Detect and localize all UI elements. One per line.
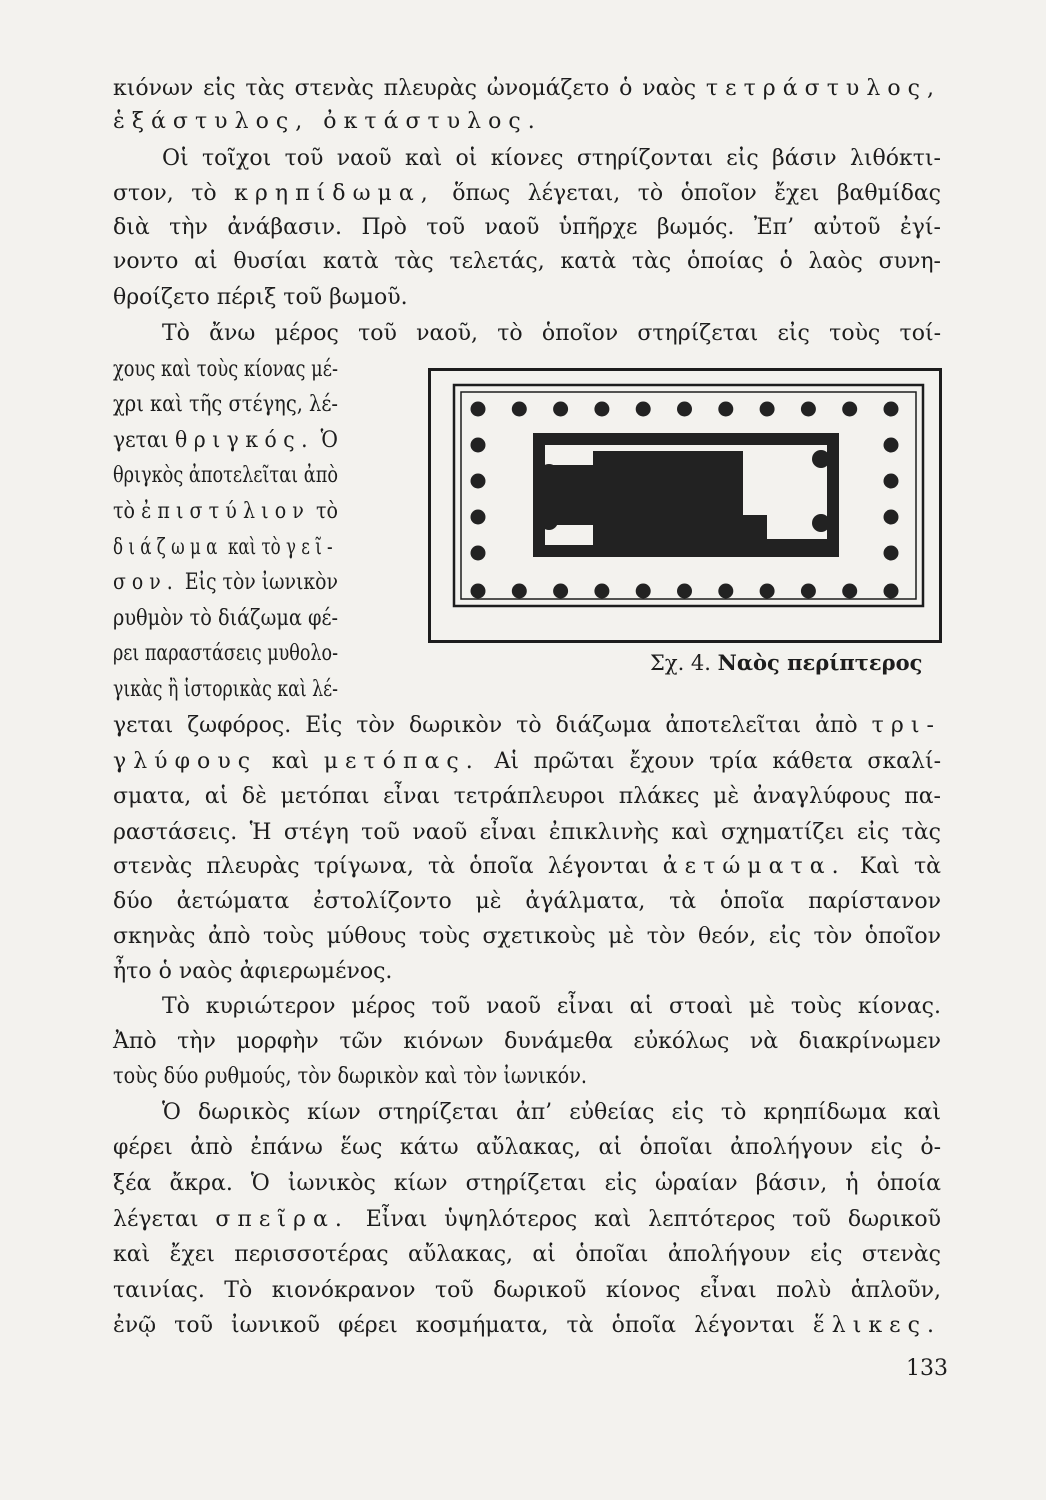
column <box>471 510 486 525</box>
text-line <box>113 1209 941 1231</box>
column <box>801 584 816 599</box>
column <box>884 546 899 561</box>
text-span: χρι καὶ τῆς στέγης, λέ- <box>113 392 338 417</box>
column <box>512 584 527 599</box>
column <box>594 402 609 417</box>
column <box>884 584 899 599</box>
column <box>677 584 692 599</box>
spaced-term: γεῖ- <box>285 535 338 560</box>
text-span: φέρει ἀπὸ ἐπάνω ἕως κάτω αὔλακας, αἱ ὁποῖαι ἀπολήγουν εἰς ὀ- <box>113 1135 941 1160</box>
text-line <box>113 751 941 773</box>
column <box>718 402 733 417</box>
column <box>884 438 899 453</box>
text-span: Τὸ κυριώτερον μέρος τοῦ ναοῦ εἶναι αἱ στοαὶ μὲ τοὺς κίονας. <box>162 994 941 1019</box>
text-span: στενὰς πλευρὰς τρίγωνα, τὰ ὁποῖα λέγονται <box>113 854 663 879</box>
text-line <box>113 961 392 983</box>
text-span: ξέα ἄκρα. Ὁ ἰωνικὸς κίων στηρίζεται εἰς ὡραίαν βάσιν, ἡ ὁποία <box>113 1171 941 1196</box>
text-line <box>113 679 338 701</box>
text-line <box>162 996 941 1018</box>
column <box>884 402 899 417</box>
text-span: ὅπως λέγεται, τὸ ὁποῖον ἔχει βαθμίδας <box>434 181 941 206</box>
column <box>636 402 651 417</box>
text-line <box>113 465 338 487</box>
text-line <box>162 323 941 345</box>
column <box>760 584 775 599</box>
text-line <box>113 1315 941 1337</box>
figure-number: Σχ. 4. <box>650 651 711 675</box>
column <box>553 402 568 417</box>
spaced-term: γλύφους <box>113 749 258 774</box>
text-line <box>113 394 338 416</box>
text-line <box>113 786 941 808</box>
column <box>842 584 857 599</box>
text-span: Αἱ πρῶται ἔχουν τρία κάθετα σκαλί- <box>479 749 942 774</box>
text-span: ραστάσεις. Ἡ στέγη τοῦ ναοῦ εἶναι ἐπικλινὴς καὶ σχηματίζει εἰς τὰς <box>113 820 941 845</box>
text-line <box>113 1137 941 1159</box>
text-line <box>113 1280 941 1302</box>
text-line <box>113 926 941 948</box>
text-line <box>162 148 941 170</box>
text-span: τὸ <box>113 499 142 524</box>
column-in-antis <box>540 512 558 530</box>
spaced-term: μετόπας. <box>323 749 480 774</box>
text-span: χους καὶ τοὺς κίονας μέ- <box>113 357 338 382</box>
text-span: θριγκὸς ἀποτελεῖται ἀπὸ <box>113 463 338 488</box>
column <box>594 584 609 599</box>
temple-plan-figure <box>428 368 942 643</box>
spaced-term: διάζωμα <box>113 535 223 560</box>
column <box>718 584 733 599</box>
text-span: διὰ τὴν ἀνάβασιν. Πρὸ τοῦ ναοῦ ὑπῆρχε βωμός. Ἐπ’ αὐτοῦ ἐγί- <box>113 215 941 240</box>
column <box>471 584 486 599</box>
column <box>471 438 486 453</box>
column <box>884 474 899 489</box>
text-line <box>113 1066 587 1088</box>
text-line <box>113 715 941 737</box>
column <box>842 402 857 417</box>
column <box>801 402 816 417</box>
column <box>636 584 651 599</box>
text-line <box>162 1102 941 1124</box>
text-line <box>113 501 338 523</box>
text-span: Ὁ <box>314 428 338 453</box>
text-span: λέγεται <box>113 1207 216 1232</box>
text-line <box>113 891 941 913</box>
text-span: Καὶ τὰ <box>845 854 941 879</box>
text-line <box>113 78 941 100</box>
text-span: Εἰς τὸν ἰωνικὸν <box>178 570 338 595</box>
text-line <box>113 217 941 239</box>
column <box>553 584 568 599</box>
column-in-antis <box>812 514 830 532</box>
text-span: στον, τὸ <box>113 181 235 206</box>
text-line <box>113 856 941 878</box>
text-line <box>113 1244 941 1266</box>
text-span: σκηνὰς ἀπὸ τοὺς μύθους τοὺς σχετικοὺς μὲ τὸν θεόν, εἰς τὸν ὁποῖον <box>113 924 941 949</box>
text-span: γεται ζωφόρος. Εἰς τὸν δωρικὸν τὸ διάζωμα ἀποτελεῖται ἀπὸ <box>113 713 872 738</box>
text-span: δύο ἀετώματα ἐστολίζοντο μὲ ἀγάλματα, τὰ ὁποῖα παρίστανον <box>113 889 941 914</box>
text-line <box>113 430 338 452</box>
spaced-term: σπεῖρα. <box>215 1207 349 1232</box>
spaced-term: ἀετώματα. <box>662 854 846 879</box>
figure-title: Ναὸς περίπτερος <box>717 650 923 675</box>
text-line <box>113 251 941 273</box>
text-span: σματα, αἱ δὲ μετόπαι εἶναι τετράπλευροι πλάκες μὲ ἀναγλύφους πα- <box>113 784 941 809</box>
cella-walls <box>533 433 839 557</box>
text-span: Εἶναι ὑψηλότερος καὶ λεπτότερος τοῦ δωρικοῦ <box>348 1207 941 1232</box>
text-span: κιόνων εἰς τὰς στενὰς πλευρὰς ὠνομάζετο ὁ ναὸς <box>113 76 706 101</box>
text-span: ρυθμὸν τὸ διάζωμα φέ- <box>113 606 338 631</box>
spaced-term: ἐπιστύλιον <box>141 499 310 524</box>
column-in-antis <box>540 464 558 482</box>
text-span: Ἀπὸ τὴν μορφὴν τῶν κιόνων δυνάμεθα εὐκόλως νὰ διακρίνωμεν <box>113 1029 941 1054</box>
column <box>471 546 486 561</box>
text-line <box>113 183 941 205</box>
page-number: 133 <box>906 1356 948 1381</box>
text-span: Τὸ ἄνω μέρος τοῦ ναοῦ, τὸ ὁποῖον στηρίζεται εἰς τοὺς τοί- <box>162 321 941 346</box>
spaced-term: σον. <box>113 570 179 595</box>
spaced-term: ἕλικες. <box>812 1313 941 1338</box>
column <box>677 402 692 417</box>
text-span: ἐνῷ τοῦ ἰωνικοῦ φέρει κοσμήματα, τὰ ὁποῖα λέγονται <box>113 1313 813 1338</box>
column <box>512 402 527 417</box>
text-line <box>113 572 338 594</box>
text-span: καὶ ἔχει περισσοτέρας αὔλακας, αἱ ὁποῖαι ἀπολήγουν εἰς στενὰς <box>113 1242 941 1267</box>
spaced-term: θριγκός. <box>175 428 315 453</box>
column <box>471 474 486 489</box>
column <box>884 510 899 525</box>
column <box>471 402 486 417</box>
spaced-term: τετράστυλος, <box>705 76 941 101</box>
text-span: καὶ <box>257 749 324 774</box>
text-line <box>113 537 338 559</box>
column-in-antis <box>812 450 830 468</box>
text-span: γικὰς ἢ ἱστορικὰς καὶ λέ- <box>113 677 338 702</box>
text-span: γεται <box>113 428 176 453</box>
text-line <box>113 1031 941 1053</box>
text-span: θροίζετο πέριξ τοῦ βωμοῦ. <box>113 285 408 310</box>
text-line <box>113 287 408 309</box>
text-span: νοντο αἱ θυσίαι κατὰ τὰς τελετάς, κατὰ τὰς ὁποίας ὁ λαὸς συνη- <box>113 249 941 274</box>
text-line <box>113 608 338 630</box>
text-line <box>113 822 941 844</box>
figure-caption <box>650 650 922 675</box>
text-line <box>113 643 338 665</box>
text-span: ρει παραστάσεις μυθολο- <box>113 641 338 666</box>
text-span: Οἱ τοῖχοι τοῦ ναοῦ καὶ οἱ κίονες στηρίζονται εἰς βάσιν λιθόκτι- <box>162 146 941 171</box>
spaced-term: ἑξάστυλος, ὀκτάστυλος. <box>113 109 542 134</box>
text-span: τὸ <box>309 499 338 524</box>
text-span: ταινίας. Τὸ κιονόκρανον τοῦ δωρικοῦ κίονος εἶναι πολὺ ἁπλοῦν, <box>113 1278 941 1303</box>
text-line <box>113 111 542 133</box>
text-span: τοὺς δύο ρυθμούς, τὸν δωρικὸν καὶ τὸν ἰωνικόν. <box>113 1064 587 1089</box>
spaced-term: κρηπίδωμα, <box>234 181 435 206</box>
text-span: ἦτο ὁ ναὸς ἀφιερωμένος. <box>113 959 393 984</box>
text-line <box>113 1173 941 1195</box>
text-span: καὶ τὸ <box>222 535 286 560</box>
spaced-term: τρι- <box>871 713 941 738</box>
text-line <box>113 359 338 381</box>
text-span: Ὁ δωρικὸς κίων στηρίζεται ἀπ’ εὐθείας εἰς τὸ κρηπίδωμα καὶ <box>162 1100 941 1125</box>
column <box>760 402 775 417</box>
